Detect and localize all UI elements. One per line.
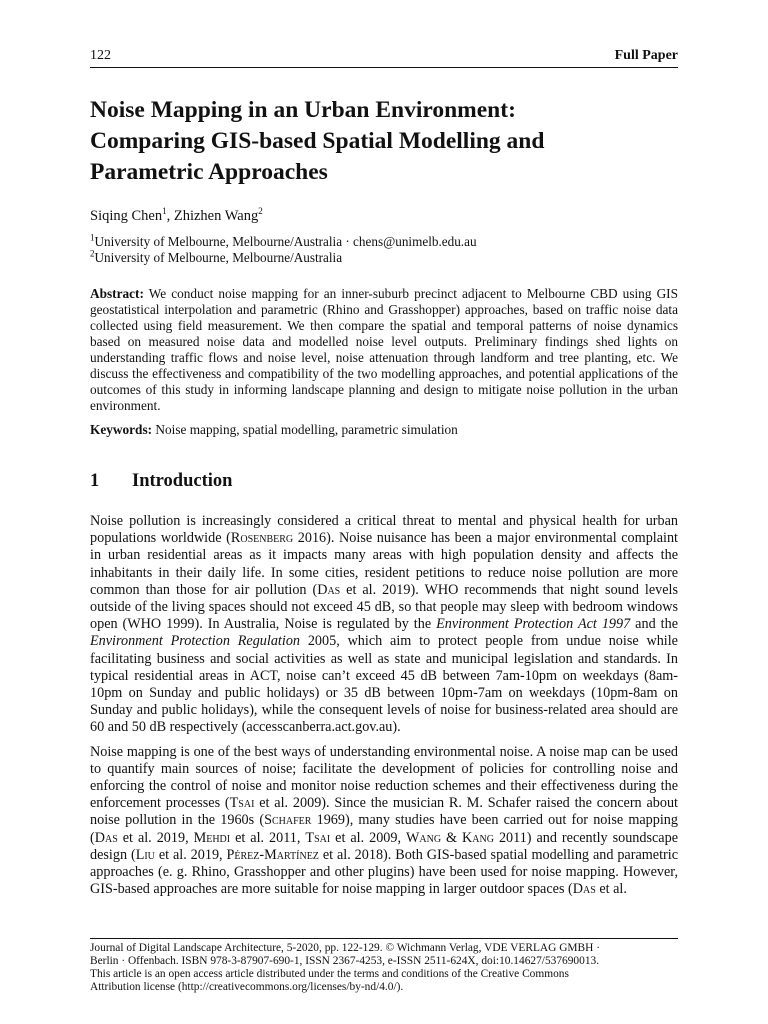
- affiliation-1-text: University of Melbourne, Melbourne/Australia · chens@unimelb.edu.au: [94, 234, 477, 249]
- paper-page: [90, 48, 678, 898]
- text-run: et al. 2018). Both GIS-based spatial modelling and parametric approaches (e. g. Rhino, Grasshopper and other plugins) have been used for noise mapping. However, GIS-based approaches are more suitable for noise mapping in larger outdoor spaces (: [90, 846, 678, 898]
- citation-author: Tsai: [305, 829, 331, 846]
- citation-author: Das: [572, 881, 596, 898]
- text-run: Noise pollution is increasingly considered a critical threat to mental and physical health for urban populations worldwide (: [90, 513, 678, 547]
- text-run: et al. 2009). Since the musician R. M. Schafer raised the concern about noise pollution in the 1960s (: [90, 795, 678, 829]
- citation-author: Tsai: [229, 795, 255, 812]
- section-title: Introduction: [132, 471, 233, 491]
- text-run: 2011) and recently soundscape design (: [90, 829, 678, 863]
- author-2: Zhizhen Wang: [173, 208, 259, 224]
- affiliation-2-text: University of Melbourne, Melbourne/Australia: [94, 250, 343, 265]
- citation-author: Das: [94, 829, 118, 846]
- title-line-1: Noise Mapping in an Urban Environment:: [90, 97, 516, 123]
- running-header: [90, 48, 678, 68]
- legislation-title: Environment Protection Regulation: [90, 633, 301, 650]
- abstract-text: We conduct noise mapping for an inner-suburb precinct adjacent to Melbourne CBD using GIS geostatistical interpolation and parametric (Rhino and Grasshopper) approaches, based on traffic noise data collected using field measurement. We then compare the spatial and temporal patterns of noise dynamics based on measured noise data and modelled noise level outputs. Preliminary findings shed lights on understanding traffic flows and noise level, noise attenuation through landform and tree planting, etc. We discuss the effectiveness and compatibility of the two modelling approaches, and potential applications of the outcomes of this study in informing landscape planning and design to mitigate noise pollution in the urban environment.: [90, 286, 678, 413]
- footer-line-1: Journal of Digital Landscape Architecture, 5-2020, pp. 122-129. © Wichmann Verlag, VDE VERLAG GMBH ·: [90, 942, 601, 954]
- title-line-3: Parametric Approaches: [90, 159, 328, 185]
- citation-author: Liu: [135, 846, 155, 863]
- citation-author: Das: [317, 581, 341, 598]
- author-list: [90, 207, 678, 225]
- title-line-2: Comparing GIS-based Spatial Modelling and: [90, 128, 545, 154]
- section-heading: [90, 471, 678, 492]
- keywords-label: Keywords:: [90, 422, 153, 437]
- text-run: 2016). Noise nuisance has been a major environmental complaint in urban residential areas as it impacts many areas with high population density and affects the inhabitants in their daily life. In some cities, resident petitions to reduce noise pollution are more common than those for air pollution (: [90, 530, 679, 598]
- text-run: 2005, which aim to protect people from undue noise while facilitating business and social activities as well as state and municipal legislation and standards. In typical residential areas in ACT, noise can’t exceed 45 dB between 7am-10pm on weekdays (8am-10pm on Sunday and public holidays) or 35 dB between 10pm-7am on weekdays (10pm-8am on Sunday and public holidays), while the consequent levels of noise for business-related area should are 60 and 50 dB respectively (accesscanberra.act.gov.au).: [90, 633, 678, 736]
- affiliation-2-mark: 2: [90, 248, 95, 259]
- footer-line-3: This article is an open access article distributed under the terms and conditions of the Creative Commons: [90, 968, 569, 980]
- text-run: et al. 2019,: [154, 846, 227, 863]
- abstract: [90, 286, 678, 414]
- body-paragraph-1: [90, 513, 678, 737]
- text-run: 1969), many studies have been carried out for noise mapping (: [90, 812, 678, 846]
- citation-author: Mehdi: [193, 829, 231, 846]
- paper-title: [90, 95, 678, 188]
- copyright-footer: [90, 938, 678, 994]
- text-run: and the: [630, 616, 678, 633]
- affiliation-1-mark: 1: [90, 232, 95, 243]
- affiliations: [90, 234, 678, 266]
- body-paragraph-2: [90, 744, 678, 899]
- author-1-affiliation-mark: 1: [162, 206, 167, 217]
- text-run: et al. 2009,: [330, 829, 407, 846]
- text-run: Noise mapping is one of the best ways of understanding environmental noise. A noise map can be used to quantify main sources of noise; facilitate the development of policies for controlling noise and enforcing the control of noise and monitor noise reduction schemes and their effectiveness during the enforcement processes (: [90, 743, 678, 812]
- citation-author: Pérez-Martínez: [226, 846, 319, 863]
- page-number: 122: [90, 48, 111, 63]
- text-run: et al. 2019,: [117, 829, 194, 846]
- author-2-affiliation-mark: 2: [258, 206, 263, 217]
- text-run: et al. 2011,: [230, 829, 306, 846]
- text-run: et al.: [595, 881, 627, 898]
- section-number: 1: [90, 471, 100, 491]
- citation-author: Rosenberg: [230, 530, 294, 547]
- affiliation-1: [90, 234, 678, 250]
- paper-type-label: Full Paper: [614, 48, 678, 63]
- keywords-text: Noise mapping, spatial modelling, parametric simulation: [152, 422, 458, 437]
- legislation-title: Environment Protection Act 1997: [436, 616, 631, 633]
- footer-line-2: Berlin · Offenbach. ISBN 978-3-87907-690-1, ISSN 2367-4253, e-ISSN 2511-624X, doi:10.14627/537690013.: [90, 955, 600, 967]
- citation-author: Schafer: [264, 812, 312, 829]
- text-run: et al. 2019). WHO recommends that night sound levels outside of the living spaces should not exceed 45 dB, so that people may sleep with bedroom windows open (WHO 1999). In Australia, Noise is regulated by the: [90, 581, 678, 633]
- citation-author: Wang & Kang: [406, 829, 494, 846]
- footer-line-4: Attribution license (http://creativecommons.org/licenses/by-nd/4.0/).: [90, 981, 404, 993]
- author-separator: ,: [166, 208, 174, 224]
- abstract-label: Abstract:: [90, 286, 144, 301]
- author-1: Siqing Chen: [90, 208, 163, 224]
- affiliation-2: [90, 250, 678, 266]
- keywords: [90, 422, 678, 438]
